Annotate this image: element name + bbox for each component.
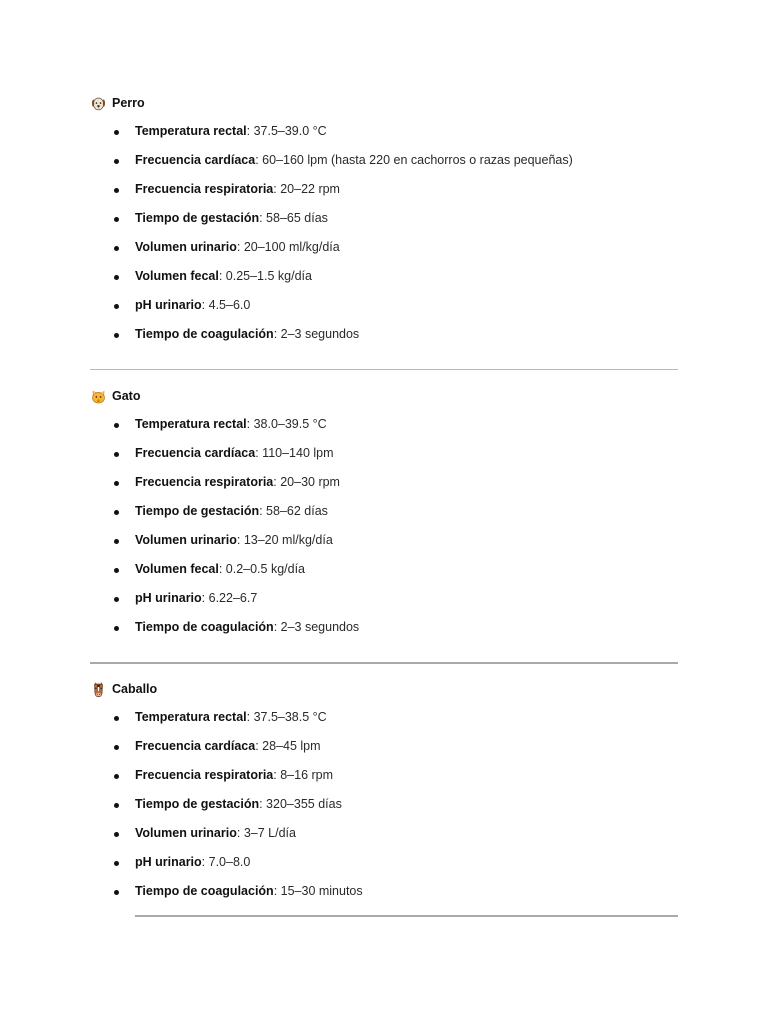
parameter-value: : 13–20 ml/kg/día [236,533,333,547]
parameter-label: pH urinario [135,298,202,312]
parameter-value: : 2–3 segundos [273,327,360,341]
list-item [90,703,678,732]
bullet-dot [114,452,119,457]
list-item [90,761,678,790]
parameter-label: Temperatura rectal [135,124,247,138]
bullet-dot [114,861,119,866]
bullet-dot [114,423,119,428]
parameter-value: : 58–65 días [259,211,328,225]
bullet-dot [114,597,119,602]
parameter-value: : 37.5–39.0 °C [246,124,327,138]
parameter-label: Frecuencia respiratoria [135,768,274,782]
bullet-dot [114,626,119,631]
parameter-value: : 20–100 ml/kg/día [236,240,340,254]
parameter-list [90,703,678,906]
section-divider [135,915,678,917]
parameter-label: Volumen urinario [135,826,237,840]
bullet-dot [114,832,119,837]
section-title: Gato [112,389,141,403]
parameter-label: Volumen urinario [135,533,237,547]
list-item [90,117,678,146]
bullet-dot [114,510,119,515]
parameter-value: : 2–3 segundos [273,620,360,634]
list-item [90,233,678,262]
parameter-label: Temperatura rectal [135,417,247,431]
section-heading [90,679,678,699]
list-item [90,790,678,819]
list-item [90,848,678,877]
list-item [90,204,678,233]
parameter-label: Tiempo de gestación [135,504,260,518]
bullet-dot [114,890,119,895]
section-title: Caballo [112,682,158,696]
bullet-dot [114,716,119,721]
bullet-dot [114,159,119,164]
list-item [90,877,678,906]
parameter-value: : 8–16 rpm [273,768,334,782]
bullet-dot [114,774,119,779]
parameter-label: Frecuencia cardíaca [135,446,256,460]
parameter-label: Tiempo de coagulación [135,620,274,634]
parameter-label: Frecuencia cardíaca [135,739,256,753]
section-heading [90,93,678,113]
parameter-value: : 6.22–6.7 [201,591,258,605]
list-item [90,819,678,848]
bullet-dot [114,803,119,808]
parameter-label: Volumen urinario [135,240,237,254]
parameter-label: pH urinario [135,855,202,869]
bullet-dot [114,275,119,280]
list-item [90,526,678,555]
bullet-dot [114,568,119,573]
parameter-value: : 4.5–6.0 [201,298,251,312]
bullet-dot [114,304,119,309]
list-item [90,262,678,291]
list-item [90,613,678,642]
parameter-label: Tiempo de coagulación [135,327,274,341]
parameter-label: Volumen fecal [135,562,219,576]
parameter-value: : 7.0–8.0 [201,855,251,869]
list-item [90,291,678,320]
bullet-dot [114,246,119,251]
section-divider [90,369,678,370]
section-divider [90,662,678,664]
list-item [90,439,678,468]
section-caballo [90,679,678,906]
list-item [90,146,678,175]
parameter-label: Tiempo de gestación [135,211,260,225]
list-item [90,497,678,526]
list-item [90,175,678,204]
dog-face-icon [90,95,107,112]
parameter-value: : 110–140 lpm [255,446,334,460]
parameter-value: : 38.0–39.5 °C [246,417,327,431]
parameter-label: Tiempo de gestación [135,797,260,811]
parameter-label: Tiempo de coagulación [135,884,274,898]
section-heading [90,386,678,406]
section-perro [90,93,678,349]
list-item [90,584,678,613]
parameter-label: Temperatura rectal [135,710,247,724]
bullet-dot [114,481,119,486]
list-item [90,468,678,497]
bullet-dot [114,745,119,750]
bullet-dot [114,333,119,338]
parameter-list [90,410,678,642]
section-gato [90,386,678,642]
bullet-dot [114,188,119,193]
bullet-dot [114,539,119,544]
list-item [90,320,678,349]
parameter-value: : 60–160 lpm (hasta 220 en cachorros o razas pequeñas) [255,153,573,167]
parameter-label: Frecuencia cardíaca [135,153,256,167]
horse-face-icon [90,681,107,698]
list-item [90,732,678,761]
parameter-label: pH urinario [135,591,202,605]
parameter-value: : 320–355 días [259,797,342,811]
list-item [90,555,678,584]
parameter-label: Volumen fecal [135,269,219,283]
parameter-value: : 37.5–38.5 °C [246,710,327,724]
bullet-dot [114,217,119,222]
list-item [90,410,678,439]
parameter-value: : 20–22 rpm [273,182,340,196]
cat-face-icon [90,388,107,405]
parameter-value: : 28–45 lpm [255,739,321,753]
bullet-dot [114,130,119,135]
parameter-value: : 20–30 rpm [273,475,340,489]
parameter-list [90,117,678,349]
section-title: Perro [112,96,145,110]
parameter-label: Frecuencia respiratoria [135,475,274,489]
parameter-value: : 58–62 días [259,504,328,518]
parameter-value: : 0.25–1.5 kg/día [218,269,312,283]
parameter-value: : 15–30 minutos [273,884,363,898]
parameter-label: Frecuencia respiratoria [135,182,274,196]
parameter-value: : 0.2–0.5 kg/día [218,562,306,576]
parameter-value: : 3–7 L/día [236,826,296,840]
